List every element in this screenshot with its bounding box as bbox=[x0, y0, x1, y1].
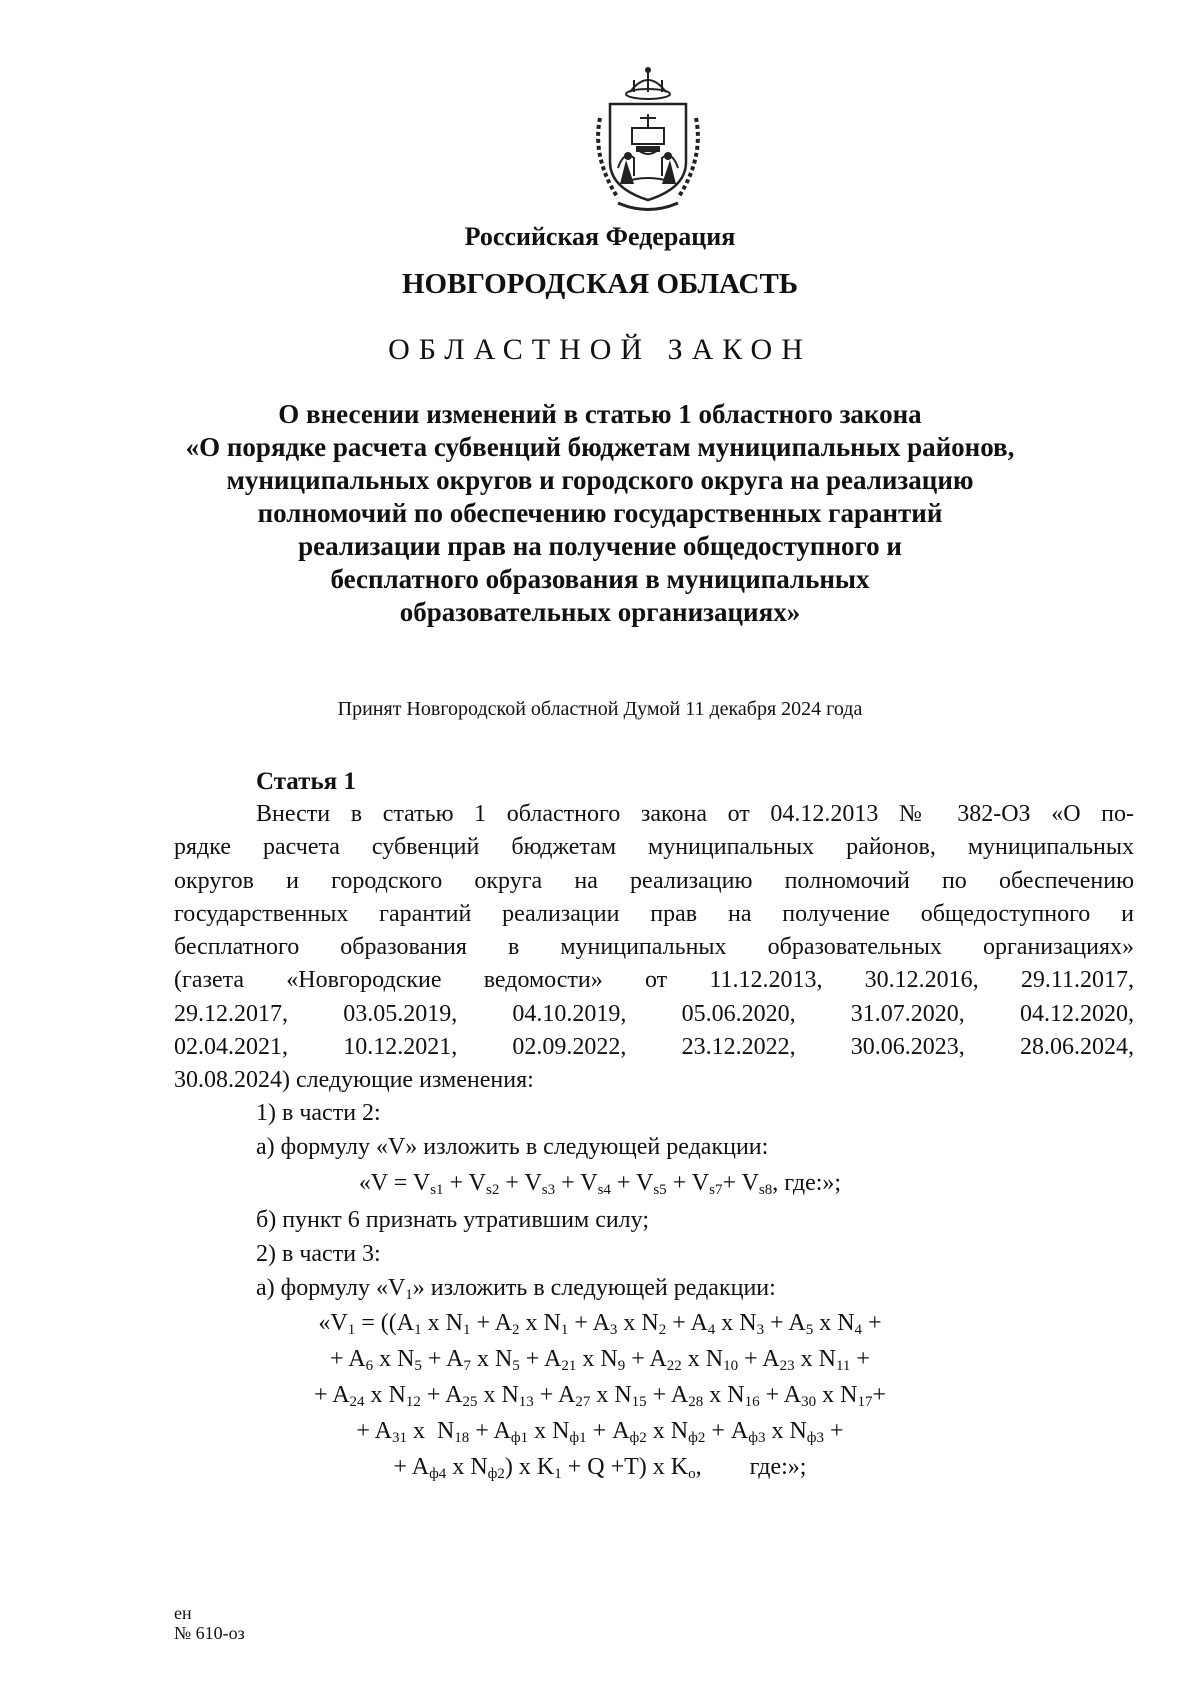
coat-of-arms-emblem bbox=[588, 58, 708, 223]
title-line: образовательных организациях» bbox=[399, 597, 801, 627]
formula-v1-line: «$V_1 = ((A_1$ x $N_1 + A_2$ x $N_1 + A_3$ x $N_2 + A_4$ x $N_3 + A_5$ x $N_4$ + bbox=[318, 1310, 882, 1338]
paragraph-line: рядке расчета субвенций бюджетам муниципальных районов, муниципальных bbox=[174, 834, 1134, 861]
item-2a-pre: а) формулу «V bbox=[256, 1275, 406, 1301]
item-1b: б) пункт 6 признать утратившим силу; bbox=[256, 1207, 650, 1233]
region-heading: НОВГОРОДСКАЯ ОБЛАСТЬ bbox=[401, 268, 799, 300]
footer-law-number: № 610-оз bbox=[174, 1623, 245, 1643]
item-2: 2) в части 3: bbox=[256, 1241, 381, 1267]
title-line: бесплатного образования в муниципальных bbox=[330, 564, 870, 594]
title-line: О внесении изменений в статью 1 областного закона bbox=[278, 399, 922, 429]
law-title bbox=[0, 398, 1200, 629]
title-line: полномочий по обеспечению государственных гарантий bbox=[257, 498, 943, 528]
paragraph-line: округов и городского округа на реализацию полномочий по обеспечению bbox=[174, 867, 1134, 894]
item-1a: а) формулу «V» изложить в следующей редакции: bbox=[256, 1134, 769, 1160]
federation-heading: Российская Федерация bbox=[464, 222, 736, 251]
paragraph-line: 02.04.2021, 10.12.2021, 02.09.2022, 23.12.2022, 30.06.2023, 28.06.2024, bbox=[174, 1034, 1134, 1061]
footer-initials: ен bbox=[174, 1603, 192, 1623]
law-type-heading: ОБЛАСТНОЙ ЗАКОН bbox=[388, 333, 812, 366]
item-2a bbox=[256, 1275, 776, 1302]
title-line: реализации прав на получение общедоступного и bbox=[298, 531, 902, 561]
item-1: 1) в части 2: bbox=[256, 1100, 381, 1126]
formula-v: «$V = V_{s1} + V_{s2} + V_{s3} + V_{s4} + V_{s5} + V_{s7}+ V_{s8}$, где:»; bbox=[358, 1170, 842, 1198]
formula-v1-line: + $A_6$ x $N_5 + A_7$ x $N_5 + A_{21}$ x $N_9 + A_{22}$ x $N_{10} + A_{23}$ x $N_{11}$ + bbox=[330, 1346, 870, 1374]
paragraph-line: 30.08.2024) следующие изменения: bbox=[174, 1067, 534, 1094]
formula-v1-line: + $A_{ф4}$ x $N_{ф2}$) x $K_1 + Q +T$) x $K_o$, где:»; bbox=[393, 1454, 807, 1482]
paragraph-line: Внести в статью 1 областного закона от 04.12.2013 № 382-ОЗ «О по- bbox=[256, 801, 1134, 827]
item-2a-post: » изложить в следующей редакции: bbox=[412, 1275, 776, 1301]
article-intro-paragraph bbox=[174, 798, 1134, 1098]
formula-v1-line: + $A_{24}$ x $N_{12} + A_{25}$ x $N_{13} + A_{27}$ x $N_{15} + A_{28}$ x $N_{16} + A_{30}$ x $N_{17}+$ bbox=[314, 1382, 886, 1410]
paragraph-line: государственных гарантий реализации прав на получение общедоступного и bbox=[174, 900, 1134, 927]
adoption-note: Принят Новгородской областной Думой 11 декабря 2024 года bbox=[337, 698, 863, 720]
formula-v1-line: + $A_{31}$ x $N_{18} + A_{ф1}$ x $N_{ф1} + A_{ф2}$ x $N_{ф2} + A_{ф3}$ x $N_{ф3}$ + bbox=[356, 1418, 844, 1446]
title-line: муниципальных округов и городского округа на реализацию bbox=[226, 465, 974, 495]
paragraph-line: (газета «Новгородские ведомости» от 11.12.2013, 30.12.2016, 29.11.2017, bbox=[174, 967, 1134, 994]
article-heading: Статья 1 bbox=[256, 768, 356, 795]
title-line: «О порядке расчета субвенций бюджетам муниципальных районов, bbox=[185, 432, 1015, 462]
paragraph-line: 29.12.2017, 03.05.2019, 04.10.2019, 05.06.2020, 31.07.2020, 04.12.2020, bbox=[174, 1000, 1134, 1027]
item-2a-sub: 1 bbox=[405, 1287, 413, 1303]
paragraph-line: бесплатного образования в муниципальных образовательных организациях» bbox=[174, 934, 1134, 961]
